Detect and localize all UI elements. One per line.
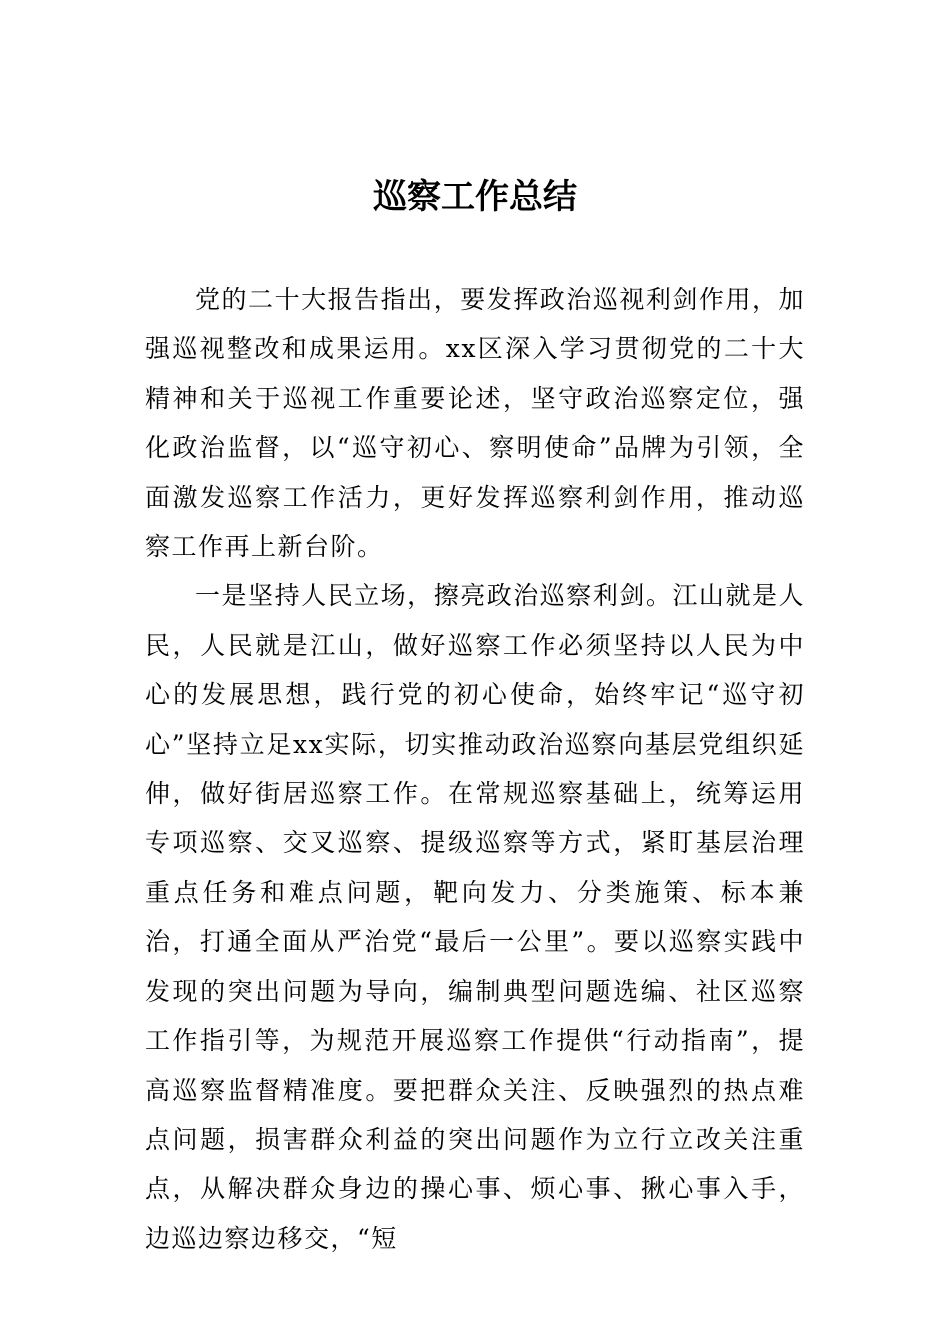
document-body (145, 275, 805, 1263)
paragraph-intro: 党的二十大报告指出，要发挥政治巡视利剑作用，加强巡视整改和成果运用。xx区深入学习贯彻党的二十大精神和关于巡视工作重要论述，坚守政治巡察定位，强化政治监督，以“巡守初心、察明使命”品牌为引领，全面激发巡察工作活力，更好发挥巡察利剑作用，推动巡察工作再上新台阶。 (145, 285, 805, 562)
document-title: 巡察工作总结 (373, 177, 577, 217)
paragraph-point-one: 一是坚持人民立场，擦亮政治巡察利剑。江山就是人民，人民就是江山，做好巡察工作必须坚持以人民为中心的发展思想，践行党的初心使命，始终牢记“巡守初心”坚持立足xx实际，切实推动政治巡察向基层党组织延伸，做好街居巡察工作。在常规巡察基础上，统筹运用专项巡察、交叉巡察、提级巡察等方式，紧盯基层治理重点任务和难点问题，靶向发力、分类施策、标本兼治，打通全面从严治党“最后一公里”。要以巡察实践中发现的突出问题为导向，编制典型问题选编、社区巡察工作指引等，为规范开展巡察工作提供“行动指南”，提高巡察监督精准度。要把群众关注、反映强烈的热点难点问题，损害群众利益的突出问题作为立行立改关注重点，从解决群众身边的操心事、烦心事、揪心事入手，边巡边察边移交，“短 (145, 581, 805, 1253)
